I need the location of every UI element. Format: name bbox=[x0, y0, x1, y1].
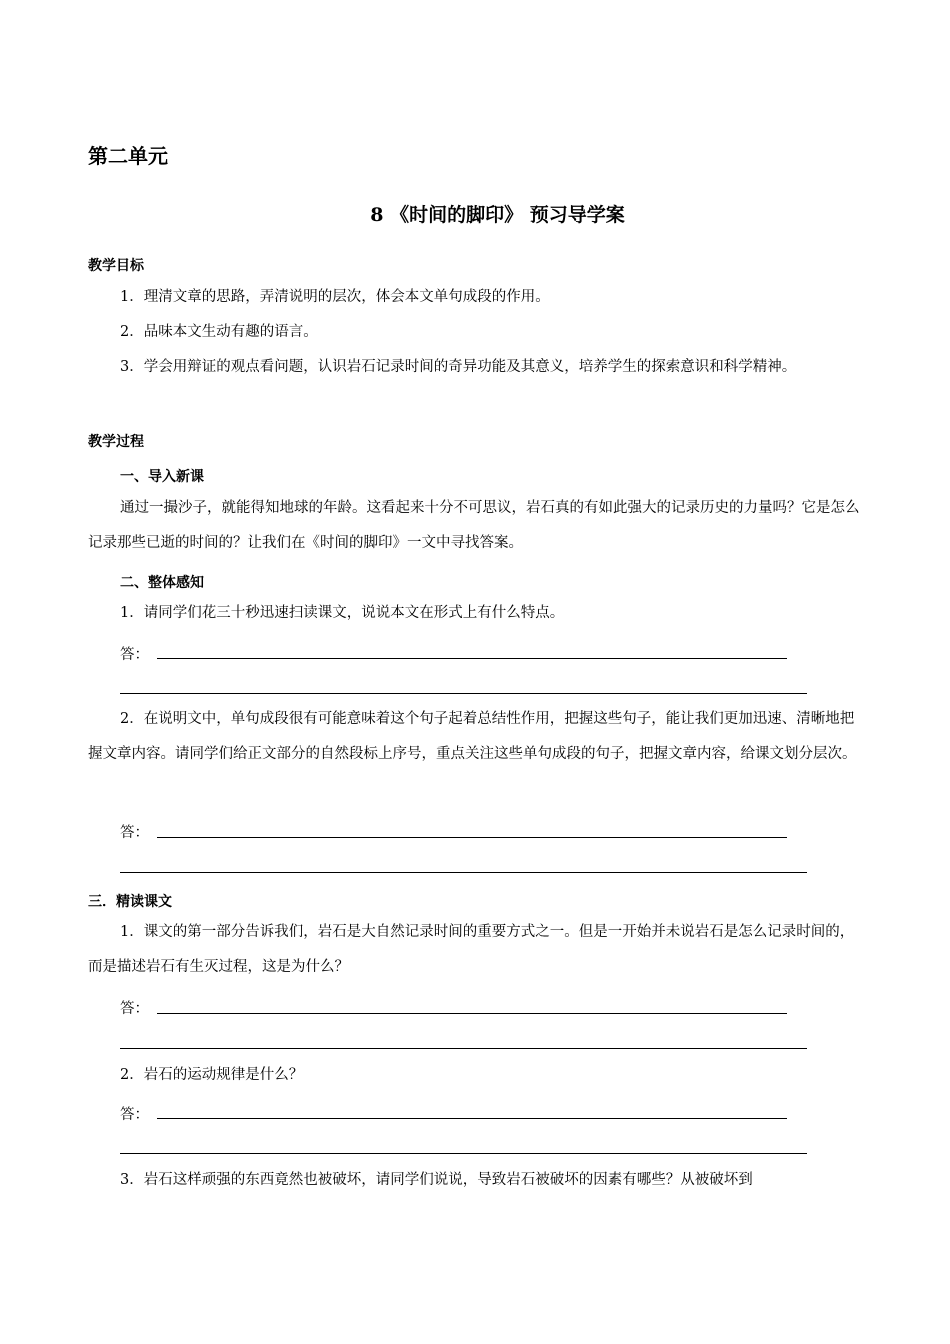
answer-line[interactable] bbox=[157, 658, 787, 659]
answer-line[interactable] bbox=[157, 837, 787, 838]
section-heading: 二、整体感知 bbox=[120, 575, 204, 591]
answer-line[interactable] bbox=[120, 693, 807, 694]
question-text: 2．在说明文中，单句成段很有可能意味着这个句子起着总结性作用，把握这些句子，能让我们更加迅速、清晰地把握文章内容。请同学们给正文部分的自然段标上序号，重点关注这些单句成段的句子，把握文章内容，给课文划分层次。 bbox=[88, 711, 857, 762]
section-heading: 一、导入新课 bbox=[120, 469, 204, 485]
answer-line[interactable] bbox=[157, 1013, 787, 1014]
goal-item: 2．品味本文生动有趣的语言。 bbox=[120, 324, 318, 340]
question-text: 1．课文的第一部分告诉我们，岩石是大自然记录时间的重要方式之一。但是一开始并未说岩石是怎么记录时间的，而是描述岩石有生灭过程，这是为什么？ bbox=[88, 924, 855, 975]
lesson-title: 8 《时间的脚印》 预习导学案 bbox=[370, 204, 625, 226]
answer-label: 答： bbox=[120, 1001, 149, 1017]
answer-line[interactable] bbox=[120, 872, 807, 873]
section-intro-text: 通过一撮沙子，就能得知地球的年龄。这看起来十分不可思议，岩石真的有如此强大的记录历史的力量吗？它是怎么记录那些已逝的时间的？让我们在《时间的脚印》一文中寻找答案。 bbox=[88, 500, 860, 551]
goal-item: 3．学会用辩证的观点看问题，认识岩石记录时间的奇异功能及其意义，培养学生的探索意识和科学精神。 bbox=[120, 359, 797, 375]
answer-label: 答： bbox=[120, 647, 149, 663]
answer-label: 答： bbox=[120, 1107, 149, 1123]
process-heading: 教学过程 bbox=[88, 434, 144, 450]
answer-line[interactable] bbox=[157, 1118, 787, 1119]
unit-title: 第二单元 bbox=[88, 144, 168, 168]
answer-line[interactable] bbox=[120, 1153, 807, 1154]
goal-item: 1．理清文章的思路，弄清说明的层次，体会本文单句成段的作用。 bbox=[120, 289, 550, 305]
goals-heading: 教学目标 bbox=[88, 258, 144, 274]
answer-label: 答： bbox=[120, 825, 149, 841]
answer-line[interactable] bbox=[120, 1048, 807, 1049]
question-text: 2．岩石的运动规律是什么？ bbox=[120, 1067, 304, 1083]
section-heading: 三．精读课文 bbox=[88, 894, 172, 910]
question-text: 3．岩石这样顽强的东西竟然也被破坏，请同学们说说，导致岩石被破坏的因素有哪些？从被破坏到 bbox=[120, 1172, 753, 1188]
question-text: 1．请同学们花三十秒迅速扫读课文，说说本文在形式上有什么特点。 bbox=[120, 605, 565, 621]
